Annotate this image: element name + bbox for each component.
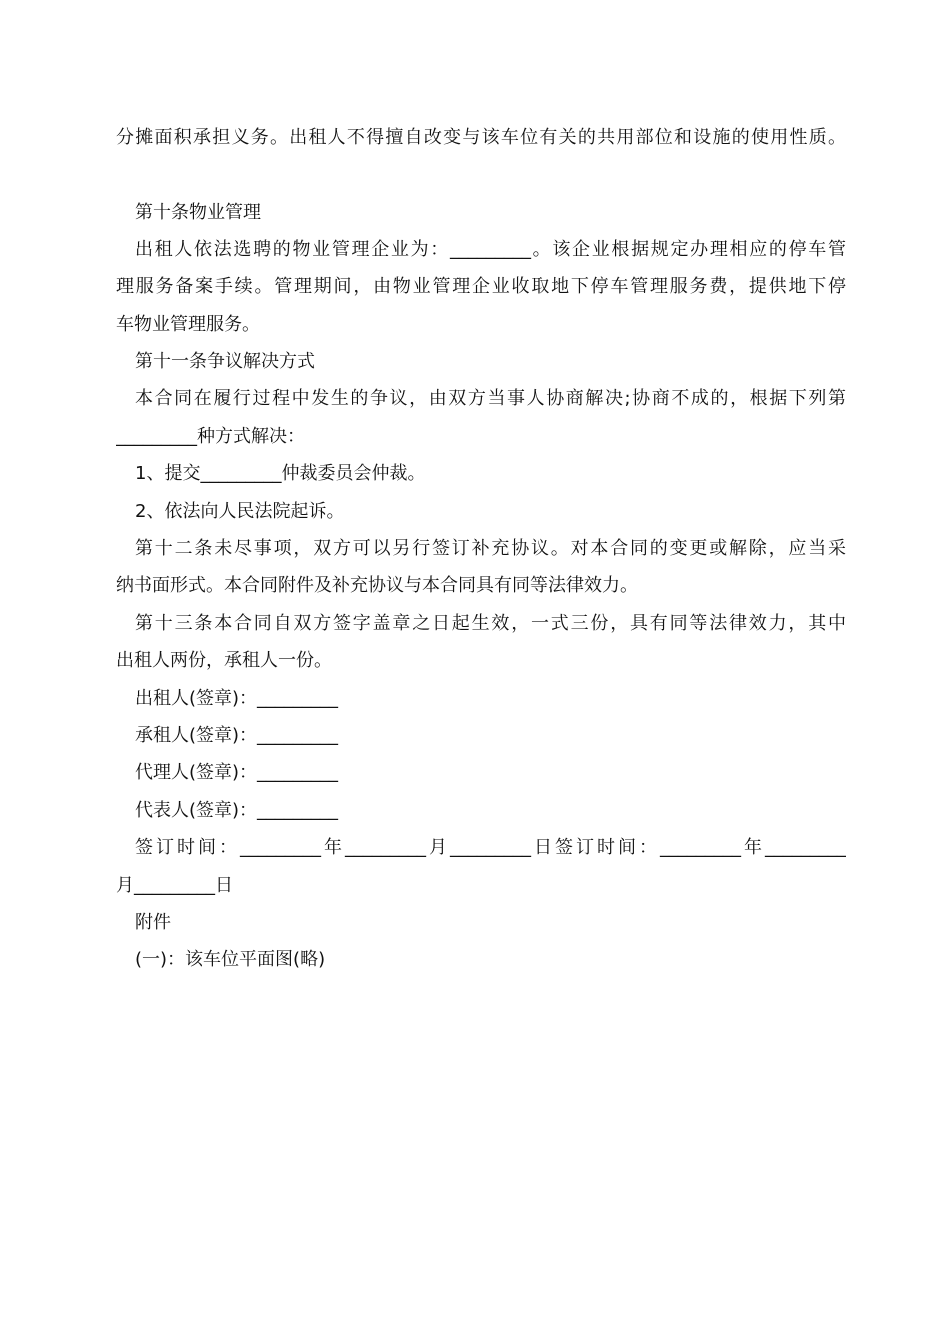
paragraph-line: 出租人两份，承租人一份。	[116, 650, 332, 671]
section-heading-article-11: 第十一条争议解决方式	[135, 351, 315, 372]
signing-date-line: 月_________日	[116, 875, 233, 896]
paragraph-line: 本合同在履行过程中发生的争议，由双方当事人协商解决;协商不成的，根据下列第	[135, 388, 846, 409]
list-item: 1、提交_________仲裁委员会仲裁。	[135, 463, 426, 484]
paragraph-line: 理服务备案手续。管理期间，由物业管理企业收取地下停车管理服务费，提供地下停	[116, 276, 846, 297]
paragraph-line: 分摊面积承担义务。出租人不得擅自改变与该车位有关的共用部位和设施的使用性质。	[116, 127, 846, 148]
signature-line-lessor: 出租人(签章)：_________	[135, 688, 339, 709]
paragraph-line: 第十二条未尽事项，双方可以另行签订补充协议。对本合同的变更或解除，应当采	[135, 538, 846, 559]
signature-line-lessee: 承租人(签章)：_________	[135, 725, 339, 746]
paragraph-line: 车物业管理服务。	[116, 314, 260, 335]
list-item: 2、依法向人民法院起诉。	[135, 501, 345, 522]
attachment-item: (一)：该车位平面图(略)	[135, 949, 326, 970]
signature-line-agent: 代理人(签章)：_________	[135, 762, 339, 783]
paragraph-line: _________种方式解决：	[116, 426, 305, 447]
signature-line-representative: 代表人(签章)：_________	[135, 800, 339, 821]
attachment-heading: 附件	[135, 912, 171, 933]
section-heading-article-10: 第十条物业管理	[135, 202, 261, 223]
signing-date-line: 签订时间：_________年_________月_________日签订时间：_________年_________	[135, 837, 846, 858]
paragraph-line: 第十三条本合同自双方签字盖章之日起生效，一式三份，具有同等法律效力，其中	[135, 613, 846, 634]
paragraph-line: 出租人依法选聘的物业管理企业为：_________。该企业根据规定办理相应的停车管	[135, 239, 846, 260]
paragraph-line: 纳书面形式。本合同附件及补充协议与本合同具有同等法律效力。	[116, 575, 638, 596]
